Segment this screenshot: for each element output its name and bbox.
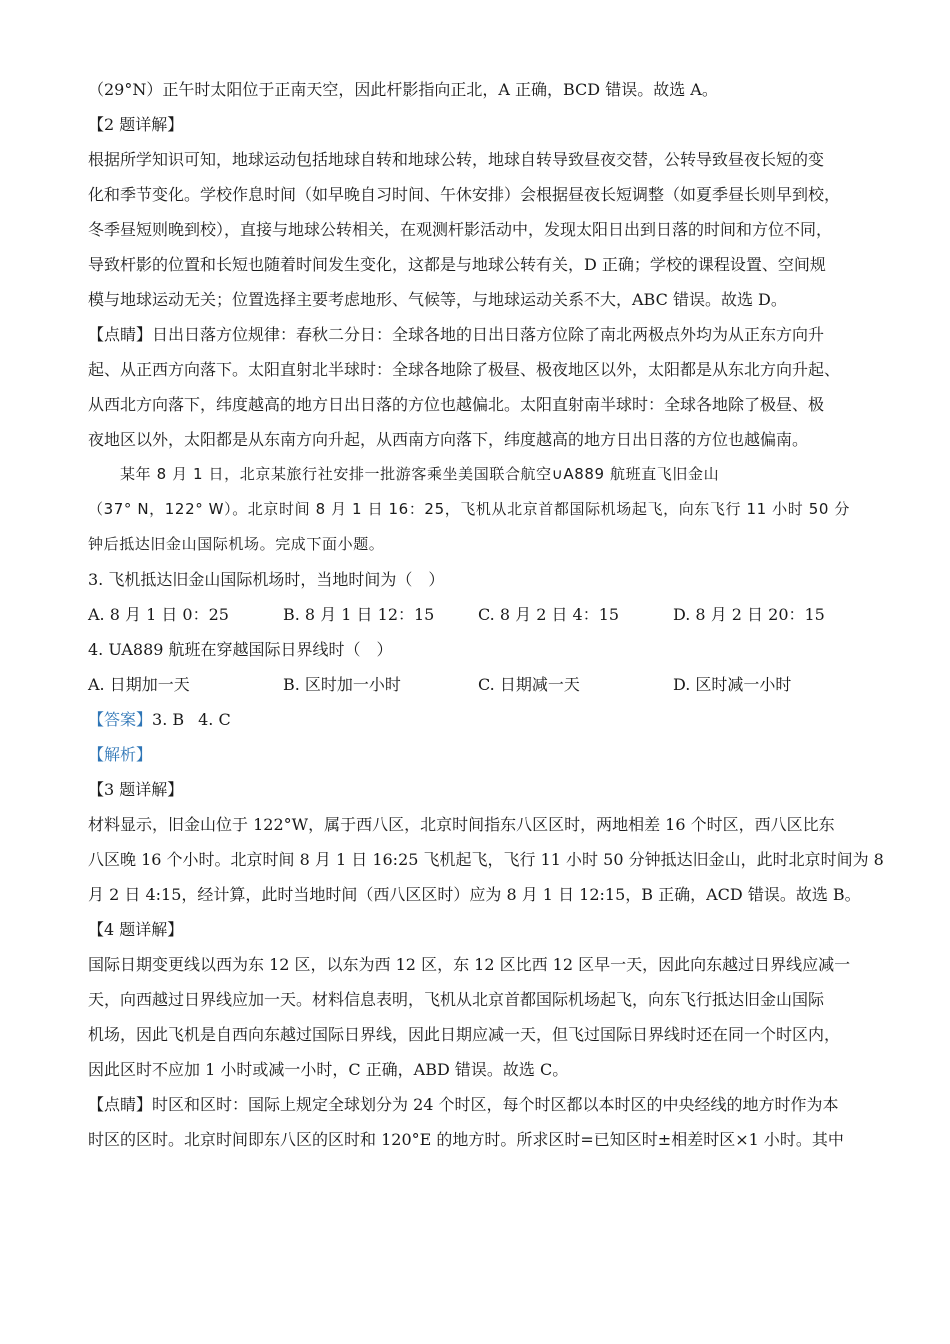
q2-explanation — [88, 142, 868, 317]
tip1-label: 【点睛】 — [88, 325, 153, 344]
tip-section-2 — [88, 1087, 868, 1157]
q3-line: 月 2 日 4:15，经计算，此时当地时间（西八区区时）应为 8 月 1 日 12:15，B 正确，ACD 错误。故选 B。 — [88, 885, 861, 904]
tip2-line: 时区的区时。北京时间即东八区的区时和 120°E 的地方时。所求区时=已知区时±相差时区×1 小时。其中 — [88, 1130, 844, 1149]
q4-explanation — [88, 947, 868, 1087]
q4-line: 因此区时不应加 1 小时或减一小时，C 正确，ABD 错误。故选 C。 — [88, 1060, 569, 1079]
q3-stem: 3. 飞机抵达旧金山国际机场时，当地时间为（ ） — [88, 570, 445, 589]
tip1-line: 从西北方向落下，纬度越高的地方日出日落的方位也越偏北。太阳直射南半球时：全球各地除了极昼、极 — [88, 395, 825, 414]
q4-stem: 4. UA889 航班在穿越国际日界线时（ ） — [88, 640, 393, 659]
q3-heading: 【3 题详解】 — [88, 780, 184, 799]
passage-line: 钟后抵达旧金山国际机场。完成下面小题。 — [88, 535, 385, 553]
q2-line: 根据所学知识可知，地球运动包括地球自转和地球公转，地球自转导致昼夜交替，公转导致昼夜长短的变 — [88, 150, 825, 169]
answer-line — [88, 702, 868, 737]
q3-option-d: D. 8 月 2 日 20：15 — [673, 605, 825, 624]
tip1-line: 起、从正西方向落下。太阳直射北半球时：全球各地除了极昼、极夜地区以外，太阳都是从东北方向升起、 — [88, 360, 841, 379]
q3-option-b: B. 8 月 1 日 12：15 — [283, 605, 435, 624]
answer-q4: 4. C — [198, 710, 231, 729]
tip1-line: 夜地区以外，太阳都是从东南方向升起，从西南方向落下，纬度越高的地方日出日落的方位也越偏南。 — [88, 430, 809, 449]
q4-option-b: B. 区时加一小时 — [283, 675, 401, 694]
q3-option-a: A. 8 月 1 日 0：25 — [88, 605, 229, 624]
q2-line: 化和季节变化。学校作息时间（如早晚自习时间、午休安排）会根据昼夜长短调整（如夏季昼长则早到校， — [88, 185, 841, 204]
tip2-line: 时区和区时：国际上规定全球划分为 24 个时区，每个时区都以本时区的中央经线的地方时作为本 — [152, 1095, 839, 1114]
q4-heading: 【4 题详解】 — [88, 920, 184, 939]
passage-line: 某年 8 月 1 日，北京某旅行社安排一批游客乘坐美国联合航空∪A889 航班直飞旧金山 — [120, 465, 720, 483]
answer-q3: 3. B — [152, 710, 185, 729]
tip1-first-line — [88, 317, 868, 352]
tip-section-1 — [88, 317, 868, 457]
tip1-line: 日出日落方位规律：春秋二分日：全球各地的日出日落方位除了南北两极点外均为从正东方向升 — [152, 325, 825, 344]
q4-option-c: C. 日期减一天 — [478, 675, 580, 694]
q2-line: 模与地球运动无关；位置选择主要考虑地形、气候等，与地球运动关系不大，ABC 错误。故选 D。 — [88, 290, 787, 309]
q3-options — [88, 597, 868, 632]
tip2-label: 【点睛】 — [88, 1095, 153, 1114]
analysis-label: 【解析】 — [88, 745, 153, 764]
intro-line: （29°N）正午时太阳位于正南天空，因此杆影指向正北，A 正确，BCD 错误。故选 A。 — [88, 80, 718, 99]
document-page — [88, 72, 884, 1157]
q2-line: 冬季昼短则晚到校），直接与地球公转相关，在观测杆影活动中，发现太阳日出到日落的时间和方位不同， — [88, 220, 833, 239]
question-4 — [88, 632, 868, 702]
passage-line: （37° N，122° W）。北京时间 8 月 1 日 16：25，飞机从北京首都国际机场起飞，向东飞行 11 小时 50 分 — [88, 500, 850, 518]
q2-heading: 【2 题详解】 — [88, 115, 184, 134]
q4-option-a: A. 日期加一天 — [88, 675, 190, 694]
answer-label: 【答案】 — [88, 710, 153, 729]
question-3 — [88, 562, 868, 632]
q4-line: 天，向西越过日界线应加一天。材料信息表明，飞机从北京首都国际机场起飞，向东飞行抵达旧金山国际 — [88, 990, 825, 1009]
q3-line: 材料显示，旧金山位于 122°W，属于西八区，北京时间指东八区区时，两地相差 16 个时区，西八区比东 — [88, 815, 835, 834]
q4-option-d: D. 区时减一小时 — [673, 675, 792, 694]
q3-line: 八区晚 16 个小时。北京时间 8 月 1 日 16:25 飞机起飞，飞行 11 小时 50 分钟抵达旧金山，此时北京时间为 8 — [88, 850, 884, 869]
q4-line: 国际日期变更线以西为东 12 区，以东为西 12 区，东 12 区比西 12 区早一天，因此向东越过日界线应减一 — [88, 955, 851, 974]
q4-options — [88, 667, 868, 702]
reading-passage — [88, 457, 868, 562]
q4-line: 机场，因此飞机是自西向东越过国际日界线，因此日期应减一天，但飞过国际日界线时还在同一个时区内， — [88, 1025, 841, 1044]
q3-option-c: C. 8 月 2 日 4：15 — [478, 605, 620, 624]
q3-explanation — [88, 807, 884, 912]
tip2-first-line — [88, 1087, 868, 1122]
q2-line: 导致杆影的位置和长短也随着时间发生变化，这都是与地球公转有关，D 正确；学校的课程设置、空间规 — [88, 255, 826, 274]
